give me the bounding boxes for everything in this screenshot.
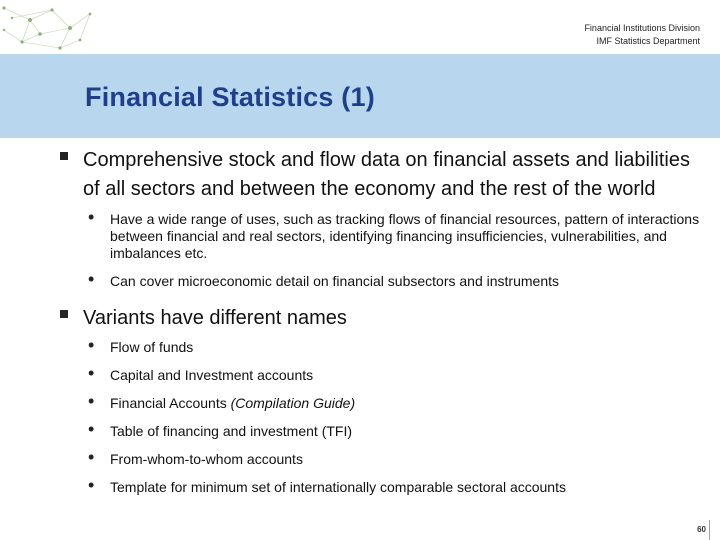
sub-bullet-text: Table of financing and investment (TFI): [110, 423, 353, 439]
slide-title: Financial Statistics (1): [85, 82, 375, 112]
sub-bullet-text: Flow of funds: [110, 339, 194, 355]
corner-divider: [709, 520, 710, 540]
dot-bullet-icon: •: [88, 447, 95, 467]
sub-bullet-text: Financial Accounts: [110, 395, 231, 411]
sub-bullet-flow-of-funds: [60, 335, 700, 356]
sub-bullet-text: From-whom-to-whom accounts: [110, 451, 303, 467]
dot-bullet-icon: •: [88, 391, 95, 411]
sub-bullet-text: Can cover microeconomic detail on financial subsectors and instruments: [110, 273, 559, 289]
bullet-variants: [60, 304, 700, 333]
square-bullet-icon: [60, 152, 68, 160]
sub-bullet-text: Capital and Investment accounts: [110, 367, 314, 383]
dot-bullet-icon: •: [88, 363, 95, 383]
division-name: Financial Institutions Division: [584, 23, 700, 33]
dot-bullet-icon: •: [88, 419, 95, 439]
network-graphic-logo: [0, 0, 100, 56]
sub-bullet-financial-accounts: [60, 391, 700, 412]
sub-bullet-uses: [60, 207, 700, 262]
department-name: IMF Statistics Department: [596, 36, 700, 46]
department-header: [584, 22, 700, 48]
sub-bullet-capital-investment: [60, 363, 700, 384]
sub-bullet-italic-text: (Compilation Guide): [230, 395, 356, 411]
dot-bullet-icon: •: [88, 335, 95, 355]
sub-bullet-microeconomic: [60, 269, 700, 290]
sub-bullet-text: Have a wide range of uses, such as tracking flows of financial resources, pattern of interactions between financial and real sectors, identifying financing insufficiencies, vulnerabilities, and imbalances etc.: [110, 211, 700, 261]
dot-bullet-icon: •: [88, 475, 95, 495]
square-bullet-icon: [60, 310, 68, 318]
slide-content: [60, 146, 700, 507]
sub-bullet-text: Template for minimum set of internationally comparable sectoral accounts: [110, 479, 566, 495]
bullet-text: Comprehensive stock and flow data on financial assets and liabilities of all sectors and between the economy and the rest of the world: [83, 149, 691, 200]
dot-bullet-icon: •: [88, 269, 95, 289]
sub-bullet-tfi: [60, 419, 700, 440]
page-number: 60: [697, 525, 706, 534]
sub-bullet-from-whom: [60, 447, 700, 468]
sub-bullet-template: [60, 475, 700, 496]
bullet-comprehensive-data: [60, 146, 700, 204]
sub-bullet-list: [60, 335, 700, 496]
bullet-text: Variants have different names: [83, 307, 347, 329]
dot-bullet-icon: •: [88, 207, 95, 227]
sub-bullet-list: [60, 207, 700, 290]
